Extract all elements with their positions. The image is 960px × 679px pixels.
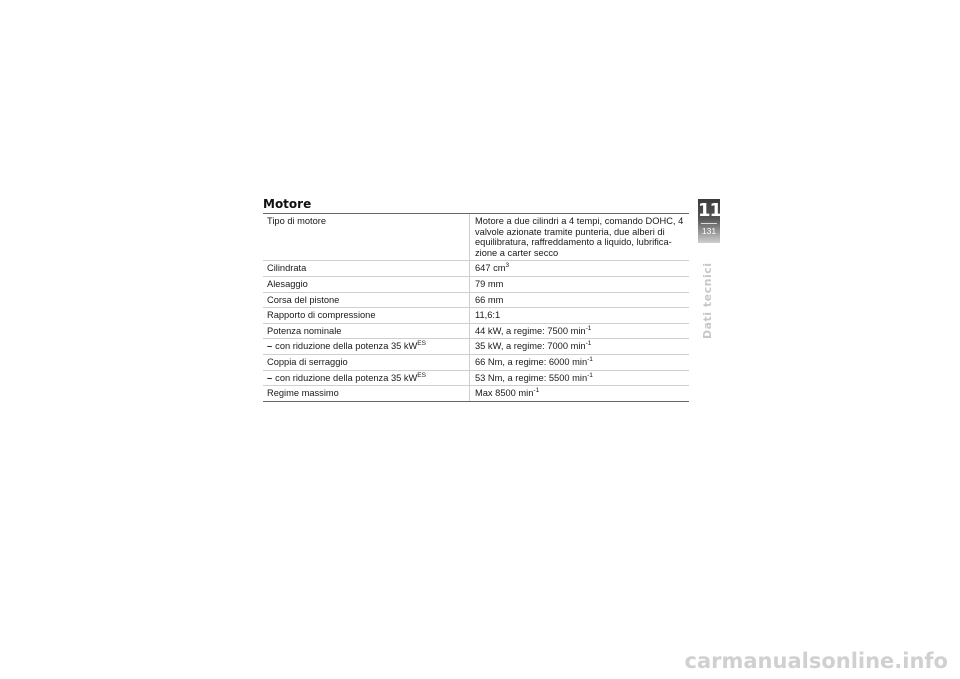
spec-label-cell [263, 324, 470, 339]
spec-label: Regime massimo [267, 388, 339, 399]
spec-value: 53 Nm, a regime: 5500 min [475, 372, 588, 383]
spec-row [263, 277, 689, 293]
spec-label: Rapporto di compressione [267, 310, 376, 321]
spec-label: Cilindrata [267, 263, 307, 274]
spec-label-cell [263, 214, 470, 260]
spec-value: 647 cm [475, 263, 506, 274]
spec-label: Potenza nominale [267, 325, 342, 336]
spec-value-superscript: -1 [585, 340, 592, 348]
spec-value-superscript: 3 [505, 262, 510, 270]
spec-label-cell [263, 308, 470, 323]
spec-table [263, 213, 689, 402]
spec-label: con riduzione della potenza 35 kW [275, 372, 418, 383]
spec-label-cell [263, 355, 470, 370]
chapter-number: 11 [698, 200, 722, 221]
spec-row [263, 308, 689, 324]
spec-value-cell [470, 308, 689, 323]
spec-row [263, 355, 689, 371]
spec-row [263, 339, 689, 355]
spec-value: 44 kW, a regime: 7500 min [475, 325, 586, 336]
spec-value-cell [470, 277, 689, 292]
spec-value: Motore a due cilindri a 4 tempi, comando DOHC, 4 valvole azionate tramite punteria, due alberi di equilibratura, raffreddamento a liquido, lubrifica-zione a carter secco [475, 216, 684, 258]
spec-value-cell [470, 371, 689, 386]
spec-value-superscript: -1 [587, 355, 593, 363]
spec-label-superscript: ES [417, 340, 426, 348]
spec-value-cell [470, 214, 689, 260]
spec-label-cell [263, 261, 470, 276]
spec-row [263, 371, 689, 387]
watermark: carmanualsonline.info [684, 649, 948, 673]
spec-label-cell [263, 386, 470, 401]
spec-value-cell [470, 261, 689, 276]
spec-label-cell [263, 293, 470, 308]
spec-row [263, 324, 689, 340]
spec-value-cell [470, 324, 689, 339]
spec-value-superscript: -1 [585, 324, 592, 332]
spec-label-cell [263, 277, 470, 292]
spec-label: Tipo di motore [267, 216, 327, 226]
spec-value-cell [470, 339, 689, 354]
spec-row [263, 386, 689, 401]
spec-value: 66 mm [475, 294, 504, 305]
spec-value-superscript: -1 [587, 371, 593, 379]
spec-label-cell [263, 339, 470, 354]
spec-value-superscript: -1 [533, 387, 540, 395]
spec-value-cell [470, 386, 689, 401]
section-title: Motore [263, 197, 312, 211]
spec-value: Max 8500 min [475, 388, 534, 399]
chapter-tab [698, 199, 720, 243]
spec-value: 11,6:1 [475, 310, 501, 321]
chapter-divider [701, 223, 717, 224]
spec-value: 79 mm [475, 278, 504, 289]
spec-label-superscript: ES [417, 371, 426, 379]
spec-value: 35 kW, a regime: 7000 min [475, 341, 586, 352]
spec-value-cell [470, 293, 689, 308]
spec-row [263, 293, 689, 309]
spec-label: Coppia di serraggio [267, 356, 348, 367]
spec-row [263, 214, 689, 261]
spec-value: 66 Nm, a regime: 6000 min [475, 356, 588, 367]
spec-row [263, 261, 689, 277]
spec-label: Corsa del pistone [267, 294, 340, 305]
spec-label: con riduzione della potenza 35 kW [275, 341, 418, 352]
chapter-side-title: Dati tecnici [701, 262, 714, 339]
sub-item-dash-icon: – [267, 341, 273, 352]
spec-label-cell [263, 371, 470, 386]
page-number: 131 [701, 226, 717, 236]
spec-value-cell [470, 355, 689, 370]
sub-item-dash-icon: – [267, 372, 273, 383]
spec-label: Alesaggio [267, 278, 308, 289]
